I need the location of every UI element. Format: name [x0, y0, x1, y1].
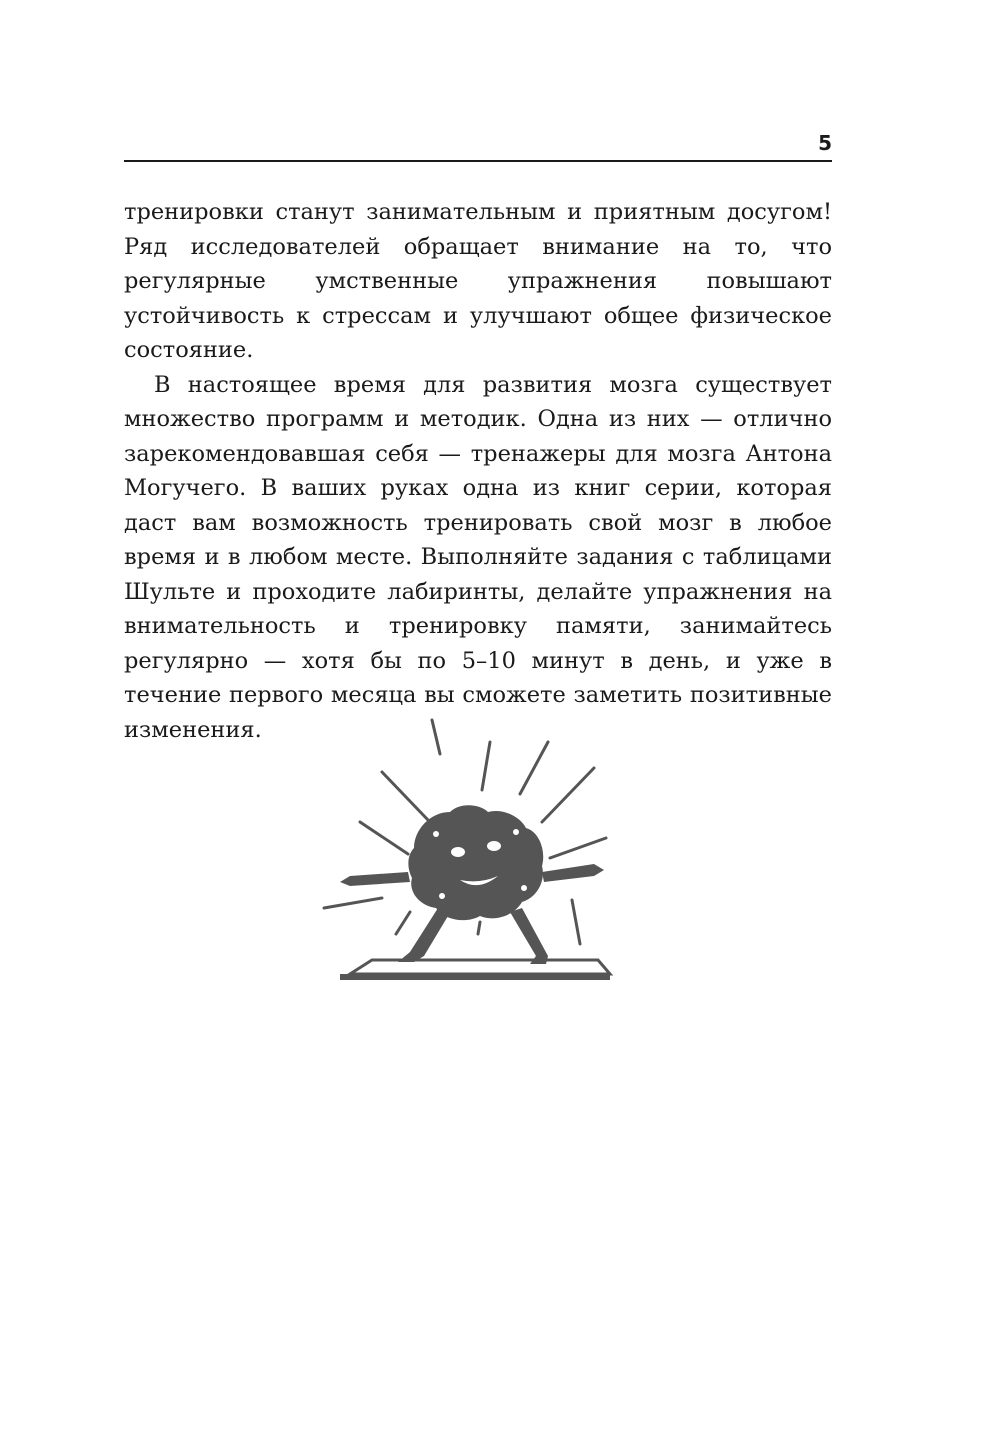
brain-illustration [310, 712, 630, 992]
paragraph-2: В настоящее время для развития мозга существует множество программ и методик. Одна из них — отлично зарекомендовавшая себя — тренажеры для мозга Антона Могучего. В ваших руках одна из книг серии, которая даст вам возможность тренировать свой мозг в любое время и в любом месте. Выполняйте задания с таблицами Шульте и проходите лабиринты, делайте упражнения на внимательность и тренировку памяти, занимайтесь регулярно — хотя бы по 5–10 минут в день, и уже в течение первого месяца вы сможете заметить позитивные изменения. [124, 371, 832, 743]
header-rule [124, 160, 832, 162]
brain-character-icon [310, 712, 630, 992]
page-number: 5 [818, 131, 832, 155]
paragraph-1: тренировки станут занимательным и приятным досугом! Ряд исследователей обращает внимание на то, что регулярные умственные упражнения повышают устойчивость к стрессам и улучшают общее физическое состояние. [124, 199, 832, 363]
body-text [124, 195, 832, 747]
